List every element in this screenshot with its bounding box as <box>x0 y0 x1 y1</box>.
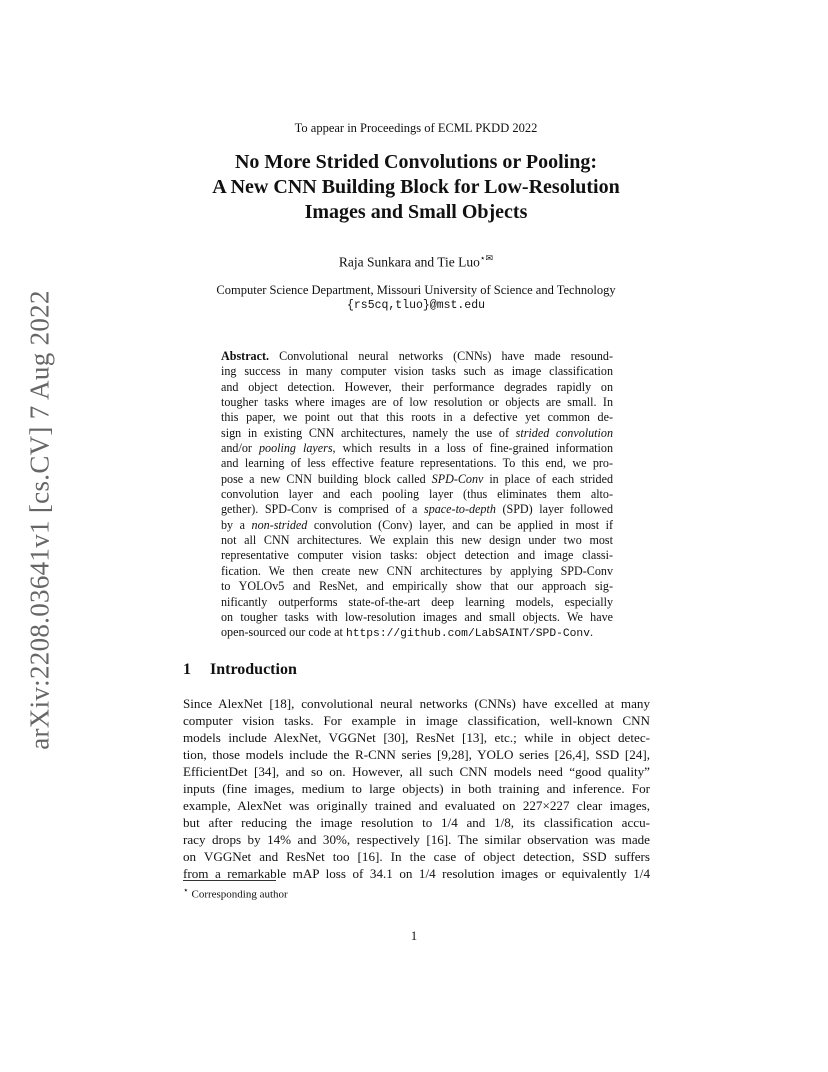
footnote-mark: ⋆ <box>183 885 189 895</box>
abstract-line: tougher tasks where images are of low resolution or objects are small. In <box>221 395 613 410</box>
emphasis: SPD-Conv <box>431 471 484 486</box>
abstract-line: ing success in many computer vision tasks such as image classification <box>221 364 613 379</box>
body-line: EfficientDet [34], and so on. However, all such CNN models need “good quality” <box>183 763 650 779</box>
body-line: Since AlexNet [18], convolutional neural networks (CNNs) have excelled at many <box>183 696 650 711</box>
abstract-line: gether). SPD-Conv is comprised of a space-to-depth (SPD) layer followed <box>221 502 613 517</box>
abstract-line: not all CNN architectures. We explain this new design under two most <box>221 533 613 548</box>
abstract-line: fication. We then create new CNN architectures by applying SPD-Conv <box>221 563 613 578</box>
author-list <box>180 253 652 271</box>
body-line: inputs (fine images, medium to large objects) in both training and inference. For <box>183 780 650 796</box>
abstract-line: nificantly outperforms state-of-the-art deep learning models, especially <box>221 594 613 609</box>
abstract-line: pose a new CNN building block called SPD-Conv in place of each strided <box>221 471 614 486</box>
body-line: computer vision tasks. For example in image classification, well-known CNN <box>183 712 650 728</box>
body-line: on VGGNet and ResNet too [16]. In the case of object detection, SSD suffers <box>183 848 650 864</box>
emphasis: strided convolution <box>515 425 613 440</box>
affiliation-block <box>170 283 662 313</box>
abstract-line: sign in existing CNN architectures, namely the use of strided convolution <box>221 425 613 440</box>
author-emails[interactable]: {rs5cq,tluo}@mst.edu <box>346 299 486 312</box>
title-line: A New CNN Building Block for Low-Resolution <box>212 176 620 198</box>
venue-note: To appear in Proceedings of ECML PKDD 2022 <box>294 121 538 135</box>
abstract-line: on tougher tasks with low-resolution images and small objects. We have <box>221 609 613 624</box>
abstract <box>221 349 613 643</box>
abstract-line: this paper, we point out that this roots in a defective yet common de- <box>221 410 613 425</box>
body-line: example, AlexNet was originally trained and evaluated on 227×227 clear images, <box>183 797 650 813</box>
abstract-line: Abstract. Convolutional neural networks (CNNs) have made resound- <box>221 349 613 363</box>
emphasis: pooling layers <box>258 441 333 456</box>
abstract-label: Abstract. <box>221 349 270 363</box>
abstract-line: to YOLOv5 and ResNet, and empirically show that our approach sig- <box>221 579 613 594</box>
affiliation: Computer Science Department, Missouri University of Science and Technology <box>216 283 616 297</box>
title-line: No More Strided Convolutions or Pooling: <box>234 151 598 173</box>
corresponding-author-mark: ⋆✉ <box>479 253 494 263</box>
abstract-line: open-sourced our code at https://github.com/LabSAINT/SPD-Conv. <box>221 625 594 641</box>
abstract-line: and/or pooling layers, which results in a loss of fine-grained information <box>221 441 613 456</box>
body-line: from a remarkable mAP loss of 34.1 on 1/4 resolution images or equivalently 1/4 <box>183 865 650 881</box>
body-line: racy drops by 14% and 30%, respectively [16]. The similar observation was made <box>183 831 650 847</box>
abstract-line: representative computer vision tasks: object detection and image classi- <box>221 548 613 563</box>
page-number: 1 <box>410 929 418 943</box>
intro-paragraph <box>183 696 650 882</box>
abstract-line: and object detection. However, their performance degrades rapidly on <box>221 379 613 394</box>
abstract-line: by a non-strided convolution (Conv) layer, and can be applied in most if <box>221 517 613 532</box>
body-line: models include AlexNet, VGGNet [30], ResNet [13], etc.; while in object detec- <box>183 729 650 745</box>
footnote-text: Corresponding author <box>191 888 288 901</box>
title-line: Images and Small Objects <box>304 201 528 223</box>
body-line: but after reducing the image resolution to 1/4 and 1/8, its classification accu- <box>183 814 650 830</box>
abstract-line: convolution layer and each pooling layer (thus eliminates them alto- <box>221 487 613 502</box>
emphasis: non-strided <box>251 517 308 532</box>
section-title: Introduction <box>210 661 297 678</box>
author-names: Raja Sunkara and Tie Luo <box>338 254 480 270</box>
abstract-line: and learning of less effective feature representations. To this end, we pro- <box>221 456 613 471</box>
emphasis: space-to-depth <box>424 502 496 517</box>
arxiv-identifier[interactable]: arXiv:2208.03641v1 [cs.CV] 7 Aug 2022 <box>24 290 55 750</box>
footnote <box>183 885 288 901</box>
paper-title <box>160 150 672 225</box>
section-heading <box>183 661 297 679</box>
section-number: 1 <box>183 661 191 678</box>
body-line: tion, those models include the R-CNN series [9,28], YOLO series [26,4], SSD [24], <box>183 746 650 762</box>
footnote-rule <box>183 880 276 881</box>
code-link[interactable]: https://github.com/LabSAINT/SPD-Conv <box>345 628 590 641</box>
